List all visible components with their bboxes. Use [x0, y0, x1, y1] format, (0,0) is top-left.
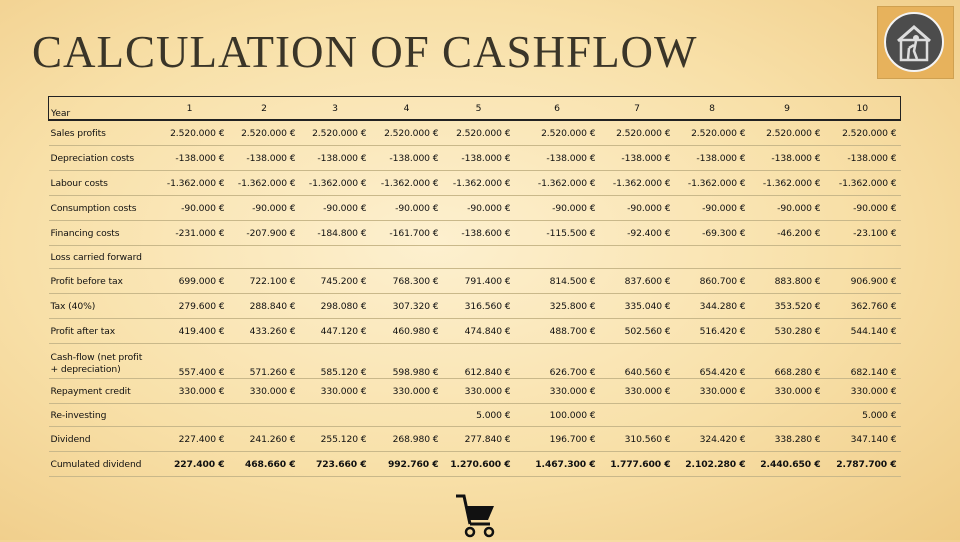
row-label: Labour costs — [49, 171, 151, 196]
table-cell: 544.140 € — [825, 319, 901, 344]
table-cell — [229, 404, 300, 427]
row-label: Re-investing — [49, 404, 151, 427]
table-cell: -1.362.000 € — [600, 171, 675, 196]
table-cell: 598.980 € — [371, 344, 443, 379]
table-cell: -138.000 € — [443, 146, 515, 171]
row-label: Profit after tax — [49, 319, 151, 344]
table-cell: 344.280 € — [675, 294, 750, 319]
table-row-dividend — [49, 427, 901, 452]
table-cell: -1.362.000 € — [151, 171, 229, 196]
table-cell: 277.840 € — [443, 427, 515, 452]
table-cell: -92.400 € — [600, 221, 675, 246]
table-cell: -1.362.000 € — [300, 171, 371, 196]
table-cell: -138.600 € — [443, 221, 515, 246]
row-label: Consumption costs — [49, 196, 151, 221]
table-cell — [750, 246, 825, 269]
table-row-cash-flow — [49, 344, 901, 379]
table-cell: -207.900 € — [229, 221, 300, 246]
table-cell: -90.000 € — [750, 196, 825, 221]
table-cell: 883.800 € — [750, 269, 825, 294]
table-cell — [675, 246, 750, 269]
table-cell: 447.120 € — [300, 319, 371, 344]
table-cell: 814.500 € — [515, 269, 600, 294]
table-cell: 307.320 € — [371, 294, 443, 319]
table-row-sales-profits — [49, 120, 901, 146]
row-label: Profit before tax — [49, 269, 151, 294]
row-label: Dividend — [49, 427, 151, 452]
table-cell — [750, 404, 825, 427]
table-cell: -1.362.000 € — [229, 171, 300, 196]
table-cell: 288.840 € — [229, 294, 300, 319]
table-cell: 488.700 € — [515, 319, 600, 344]
table-cell: -90.000 € — [151, 196, 229, 221]
table-cell: -138.000 € — [371, 146, 443, 171]
header-year: 8 — [675, 97, 750, 121]
cashflow-table — [48, 96, 901, 477]
table-cell: 330.000 € — [229, 379, 300, 404]
table-cell — [300, 246, 371, 269]
elderly-person-house-icon — [884, 12, 944, 72]
table-cell: -90.000 € — [825, 196, 901, 221]
table-cell — [443, 246, 515, 269]
table-cell: 682.140 € — [825, 344, 901, 379]
table-cell — [151, 404, 229, 427]
table-cell: 310.560 € — [600, 427, 675, 452]
table-cell: -161.700 € — [371, 221, 443, 246]
table-cell: 330.000 € — [600, 379, 675, 404]
table-cell: -138.000 € — [229, 146, 300, 171]
row-label: Cumulated dividend — [49, 452, 151, 477]
table-cell: 298.080 € — [300, 294, 371, 319]
table-cell: -138.000 € — [600, 146, 675, 171]
table-row-profit-before-tax — [49, 269, 901, 294]
table-cell: 347.140 € — [825, 427, 901, 452]
table-cell: 699.000 € — [151, 269, 229, 294]
table-cell: 460.980 € — [371, 319, 443, 344]
table-cell: 745.200 € — [300, 269, 371, 294]
header-year: 10 — [825, 97, 901, 121]
table-cell: 255.120 € — [300, 427, 371, 452]
table-cell: 2.440.650 € — [750, 452, 825, 477]
header-row — [49, 97, 901, 121]
table-cell — [600, 404, 675, 427]
table-cell: 722.100 € — [229, 269, 300, 294]
table-cell: 330.000 € — [675, 379, 750, 404]
row-label: Depreciation costs — [49, 146, 151, 171]
table-row-loss-carried-forward — [49, 246, 901, 269]
table-cell: -1.362.000 € — [371, 171, 443, 196]
header-year: 7 — [600, 97, 675, 121]
table-cell: -90.000 € — [675, 196, 750, 221]
header-year-label: Year — [49, 97, 151, 121]
table-cell: 316.560 € — [443, 294, 515, 319]
table-cell: 2.520.000 € — [443, 120, 515, 146]
table-cell: 227.400 € — [151, 452, 229, 477]
table-cell: 330.000 € — [443, 379, 515, 404]
header-year: 9 — [750, 97, 825, 121]
table-cell: -138.000 € — [675, 146, 750, 171]
table-cell: -115.500 € — [515, 221, 600, 246]
table-cell: 338.280 € — [750, 427, 825, 452]
table-cell: 612.840 € — [443, 344, 515, 379]
table-cell: 324.420 € — [675, 427, 750, 452]
table-cell: 585.120 € — [300, 344, 371, 379]
header-year: 4 — [371, 97, 443, 121]
table-cell: -90.000 € — [371, 196, 443, 221]
table-cell: -1.362.000 € — [675, 171, 750, 196]
table-cell — [825, 246, 901, 269]
table-cell: -1.362.000 € — [825, 171, 901, 196]
table-cell — [515, 246, 600, 269]
table-cell: 5.000 € — [443, 404, 515, 427]
table-cell: 530.280 € — [750, 319, 825, 344]
table-row-cumulated-dividend — [49, 452, 901, 477]
table-cell: 860.700 € — [675, 269, 750, 294]
page-title: CALCULATION OF CASHFLOW — [32, 27, 698, 77]
table-cell: 557.400 € — [151, 344, 229, 379]
table-cell: 571.260 € — [229, 344, 300, 379]
table-cell: -90.000 € — [515, 196, 600, 221]
table-cell: 1.270.600 € — [443, 452, 515, 477]
table-cell: -138.000 € — [300, 146, 371, 171]
table-row-profit-after-tax — [49, 319, 901, 344]
table-cell: -69.300 € — [675, 221, 750, 246]
table-row-financing-costs — [49, 221, 901, 246]
table-cell — [300, 404, 371, 427]
table-cell: 353.520 € — [750, 294, 825, 319]
table-cell: 2.520.000 € — [750, 120, 825, 146]
header-year: 3 — [300, 97, 371, 121]
table-cell: -231.000 € — [151, 221, 229, 246]
table-row-re-investing — [49, 404, 901, 427]
table-cell: 1.777.600 € — [600, 452, 675, 477]
table-cell: 335.040 € — [600, 294, 675, 319]
table-cell: 640.560 € — [600, 344, 675, 379]
table-cell: -90.000 € — [443, 196, 515, 221]
table-cell: 330.000 € — [300, 379, 371, 404]
header-year: 5 — [443, 97, 515, 121]
header-year: 1 — [151, 97, 229, 121]
table-cell: 227.400 € — [151, 427, 229, 452]
table-row-labour-costs — [49, 171, 901, 196]
table-cell — [229, 246, 300, 269]
table-cell: -138.000 € — [825, 146, 901, 171]
table-row-consumption-costs — [49, 196, 901, 221]
table-cell: 325.800 € — [515, 294, 600, 319]
table-cell: 837.600 € — [600, 269, 675, 294]
table-cell: 330.000 € — [750, 379, 825, 404]
logo — [877, 6, 954, 79]
table-cell — [600, 246, 675, 269]
table-row-depreciation-costs — [49, 146, 901, 171]
table-cell: 468.660 € — [229, 452, 300, 477]
table-cell: -23.100 € — [825, 221, 901, 246]
table-cell: 2.102.280 € — [675, 452, 750, 477]
table-cell: -1.362.000 € — [750, 171, 825, 196]
table-cell — [371, 246, 443, 269]
table-cell: 516.420 € — [675, 319, 750, 344]
table-cell: 2.520.000 € — [515, 120, 600, 146]
table-cell — [675, 404, 750, 427]
table-cell: 768.300 € — [371, 269, 443, 294]
header-year: 2 — [229, 97, 300, 121]
walker-icon — [454, 492, 500, 538]
table-cell: -90.000 € — [300, 196, 371, 221]
table-cell — [371, 404, 443, 427]
table-cell: 1.467.300 € — [515, 452, 600, 477]
header-year: 6 — [515, 97, 600, 121]
row-label: Financing costs — [49, 221, 151, 246]
table-cell: 2.520.000 € — [300, 120, 371, 146]
table-cell: -184.800 € — [300, 221, 371, 246]
table-cell: 2.520.000 € — [151, 120, 229, 146]
table-cell: 2.787.700 € — [825, 452, 901, 477]
table-cell: 2.520.000 € — [371, 120, 443, 146]
table-cell: 2.520.000 € — [675, 120, 750, 146]
table-cell: 362.760 € — [825, 294, 901, 319]
table-row-repayment-credit — [49, 379, 901, 404]
table-cell: 433.260 € — [229, 319, 300, 344]
table-cell: 330.000 € — [371, 379, 443, 404]
row-label: Repayment credit — [49, 379, 151, 404]
table-cell: -138.000 € — [151, 146, 229, 171]
table-cell: -90.000 € — [600, 196, 675, 221]
table-cell: 626.700 € — [515, 344, 600, 379]
row-label: Tax (40%) — [49, 294, 151, 319]
table-cell: -90.000 € — [229, 196, 300, 221]
table-cell: -1.362.000 € — [515, 171, 600, 196]
table-cell: 100.000 € — [515, 404, 600, 427]
table-cell: -1.362.000 € — [443, 171, 515, 196]
table-cell: 330.000 € — [825, 379, 901, 404]
table-cell: 906.900 € — [825, 269, 901, 294]
table-cell: -46.200 € — [750, 221, 825, 246]
table-cell: 992.760 € — [371, 452, 443, 477]
table-cell: 2.520.000 € — [600, 120, 675, 146]
table-cell: 279.600 € — [151, 294, 229, 319]
table-cell: 502.560 € — [600, 319, 675, 344]
table-cell: 474.840 € — [443, 319, 515, 344]
table-cell: 330.000 € — [515, 379, 600, 404]
table-cell: 2.520.000 € — [825, 120, 901, 146]
table-cell: 268.980 € — [371, 427, 443, 452]
table-cell: 241.260 € — [229, 427, 300, 452]
table-row-tax — [49, 294, 901, 319]
table-cell: 196.700 € — [515, 427, 600, 452]
table-cell: 791.400 € — [443, 269, 515, 294]
row-label: Loss carried forward — [49, 246, 151, 269]
table-cell: 419.400 € — [151, 319, 229, 344]
table-cell — [151, 246, 229, 269]
table-cell: 723.660 € — [300, 452, 371, 477]
table-cell: 668.280 € — [750, 344, 825, 379]
row-label: Cash-flow (net profit + depreciation) — [49, 344, 151, 379]
table-cell: -138.000 € — [515, 146, 600, 171]
table-cell: 5.000 € — [825, 404, 901, 427]
table-cell: -138.000 € — [750, 146, 825, 171]
table-cell: 654.420 € — [675, 344, 750, 379]
table-cell: 330.000 € — [151, 379, 229, 404]
table-cell: 2.520.000 € — [229, 120, 300, 146]
row-label: Sales profits — [49, 120, 151, 146]
